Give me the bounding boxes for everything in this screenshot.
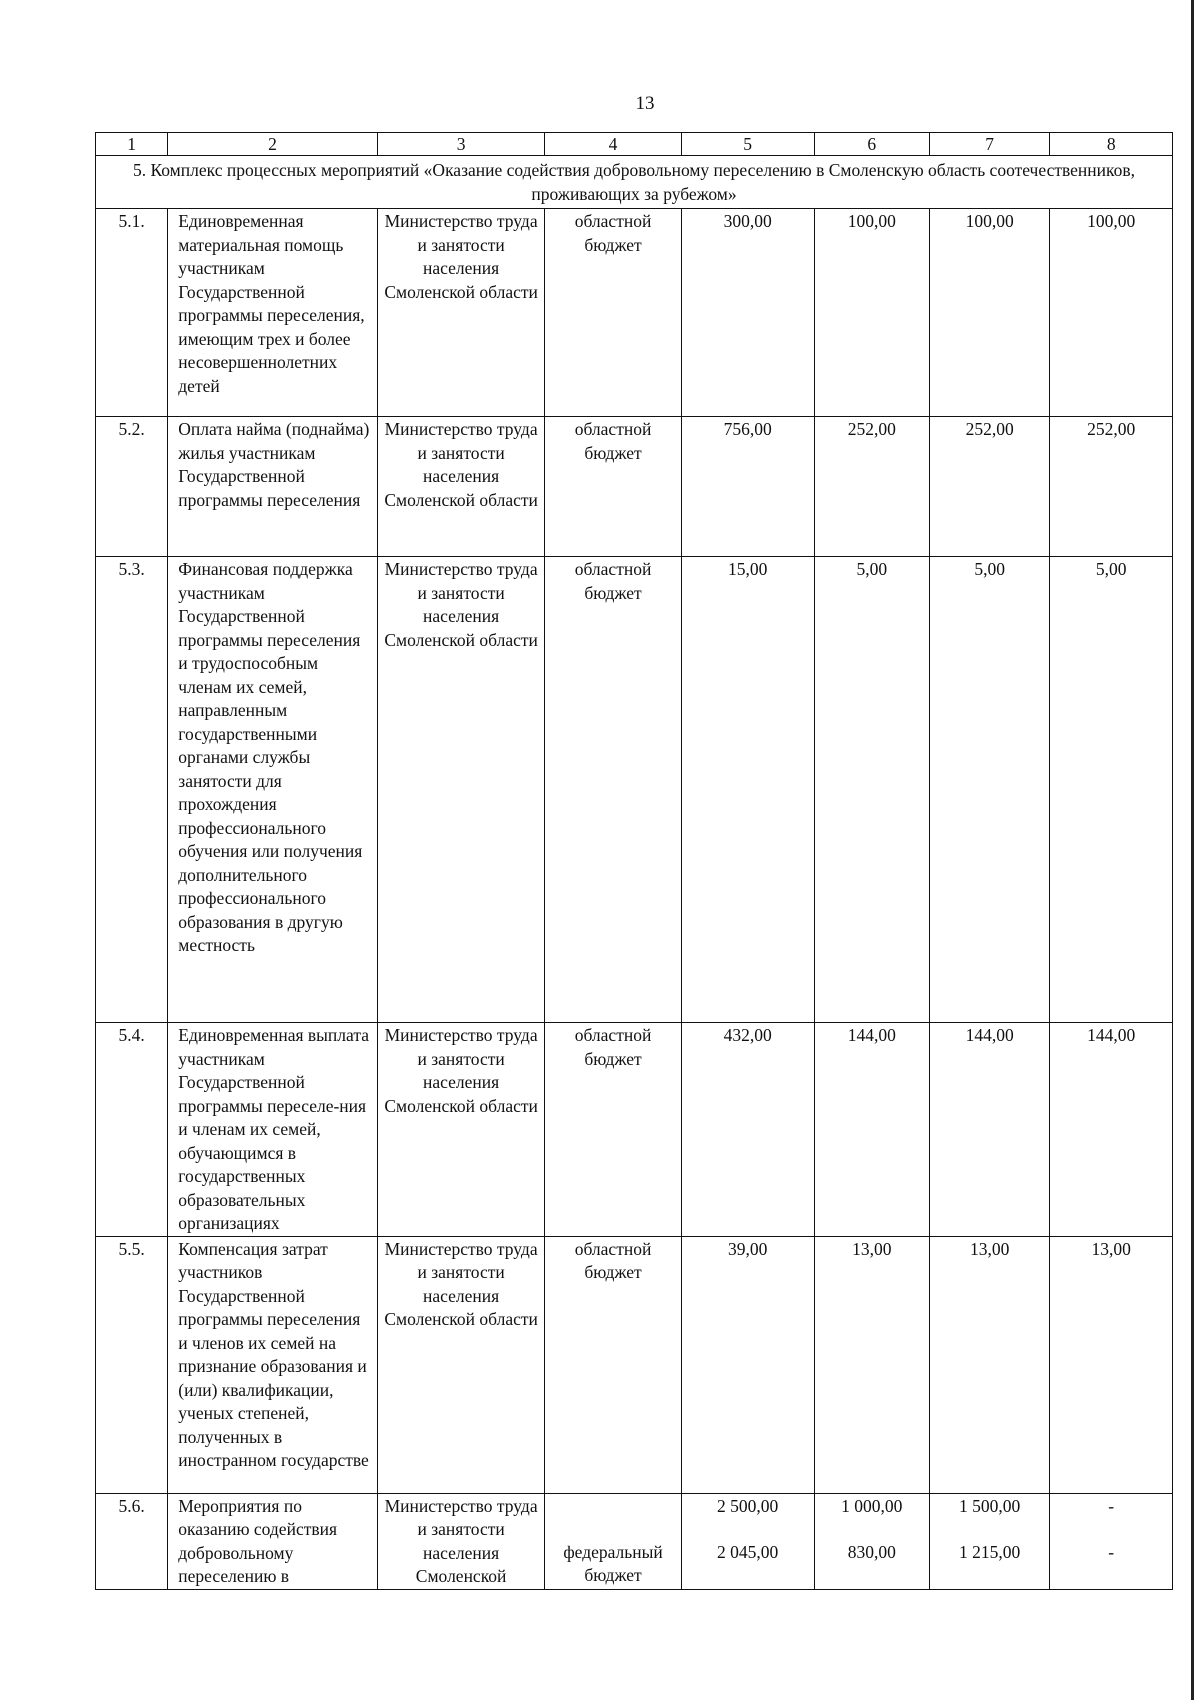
value-col8-total: - <box>1108 1495 1115 1516</box>
value-col5: 39,00 <box>681 1236 814 1493</box>
table-row <box>96 1236 1173 1493</box>
funding-source-total <box>549 1495 676 1541</box>
funding-source: областной бюджет <box>545 557 681 1023</box>
measure-name: Единовременная выплата участникам Государственной программы переселе-ния и членам их семей, обучающимся в государственных образовательных организациях <box>168 1023 378 1237</box>
value-col8-cell <box>1050 1493 1173 1589</box>
row-number: 5.3. <box>96 557 168 1023</box>
table-row <box>96 209 1173 417</box>
value-col7-federal: 1 215,00 <box>959 1541 1021 1562</box>
table-row <box>96 1023 1173 1237</box>
value-col8-federal: - <box>1108 1541 1115 1562</box>
value-col7-total: 1 500,00 <box>959 1495 1021 1516</box>
value-col6: 5,00 <box>814 557 929 1023</box>
header-cell: 5 <box>681 133 814 156</box>
funding-source: областной бюджет <box>545 1236 681 1493</box>
executor: Министерство труда и занятости населения Смоленской области <box>377 209 545 417</box>
value-col5-cell <box>681 1493 814 1589</box>
header-cell: 7 <box>929 133 1049 156</box>
table-row <box>96 417 1173 557</box>
row-number: 5.6. <box>96 1493 168 1589</box>
header-cell: 1 <box>96 133 168 156</box>
value-col6-total: 1 000,00 <box>841 1495 903 1516</box>
row-number: 5.2. <box>96 417 168 557</box>
table-row <box>96 557 1173 1023</box>
value-col7-cell <box>929 1493 1049 1589</box>
value-col7: 100,00 <box>929 209 1049 417</box>
executor: Министерство труда и занятости населения Смоленской области <box>377 417 545 557</box>
executor: Министерство труда и занятости населения Смоленской области <box>377 1023 545 1237</box>
page-number: 13 <box>635 93 655 114</box>
row-number: 5.1. <box>96 209 168 417</box>
value-col5: 756,00 <box>681 417 814 557</box>
header-cell: 6 <box>814 133 929 156</box>
value-col8: 100,00 <box>1050 209 1173 417</box>
header-cell: 2 <box>168 133 378 156</box>
header-cell: 8 <box>1050 133 1173 156</box>
measure-name: Финансовая поддержка участникам Государственной программы переселения и трудоспособным членам их семей, направленным государственными органами службы занятости для прохождения профессионального обучения или получения дополнительного профессионального образования в другую местность <box>168 557 378 1023</box>
value-col8: 13,00 <box>1050 1236 1173 1493</box>
measure-name: Мероприятия по оказанию содействия добровольному переселению в <box>168 1493 378 1589</box>
value-col8: 5,00 <box>1050 557 1173 1023</box>
value-col8: 252,00 <box>1050 417 1173 557</box>
value-col8: 144,00 <box>1050 1023 1173 1237</box>
value-col7: 5,00 <box>929 557 1049 1023</box>
value-col6: 13,00 <box>814 1236 929 1493</box>
section-title-row <box>96 156 1173 209</box>
value-col7: 13,00 <box>929 1236 1049 1493</box>
funding-source: областной бюджет <box>545 417 681 557</box>
value-col6: 144,00 <box>814 1023 929 1237</box>
value-col5-total: 2 500,00 <box>717 1495 779 1516</box>
funding-source: федеральный бюджет <box>563 1541 663 1585</box>
funding-source: областной бюджет <box>545 209 681 417</box>
value-col5: 15,00 <box>681 557 814 1023</box>
measure-name: Компенсация затрат участников Государственной программы переселения и членов их семей на признание образования и (или) квалификации, ученых степеней, полученных в иностранном государстве <box>168 1236 378 1493</box>
value-col6-cell <box>814 1493 929 1589</box>
header-cell: 4 <box>545 133 681 156</box>
value-col5: 432,00 <box>681 1023 814 1237</box>
funding-source: областной бюджет <box>545 1023 681 1237</box>
row-number: 5.4. <box>96 1023 168 1237</box>
row-number: 5.5. <box>96 1236 168 1493</box>
value-col6-federal: 830,00 <box>847 1541 896 1562</box>
budget-table <box>95 132 1173 1590</box>
measure-name: Единовременная материальная помощь участникам Государственной программы переселения, имеющим трех и более несовершеннолетних детей <box>168 209 378 417</box>
value-col5: 300,00 <box>681 209 814 417</box>
scan-edge-line <box>1191 0 1194 1700</box>
header-cell: 3 <box>377 133 545 156</box>
table-row <box>96 1493 1173 1589</box>
funding-source-cell <box>545 1493 681 1589</box>
value-col6: 252,00 <box>814 417 929 557</box>
value-col5-federal: 2 045,00 <box>717 1541 779 1562</box>
section-title: 5. Комплекс процессных мероприятий «Оказание содействия добровольному переселению в Смоленскую область соотечественников, проживающих за рубежом» <box>96 156 1173 209</box>
value-col7: 144,00 <box>929 1023 1049 1237</box>
value-col7: 252,00 <box>929 417 1049 557</box>
value-col6: 100,00 <box>814 209 929 417</box>
executor: Министерство труда и занятости населения Смоленской области <box>377 1236 545 1493</box>
measure-name: Оплата найма (поднайма) жилья участникам Государственной программы переселения <box>168 417 378 557</box>
executor: Министерство труда и занятости населения Смоленской области <box>377 557 545 1023</box>
header-row <box>96 133 1173 156</box>
executor: Министерство труда и занятости населения Смоленской <box>377 1493 545 1589</box>
